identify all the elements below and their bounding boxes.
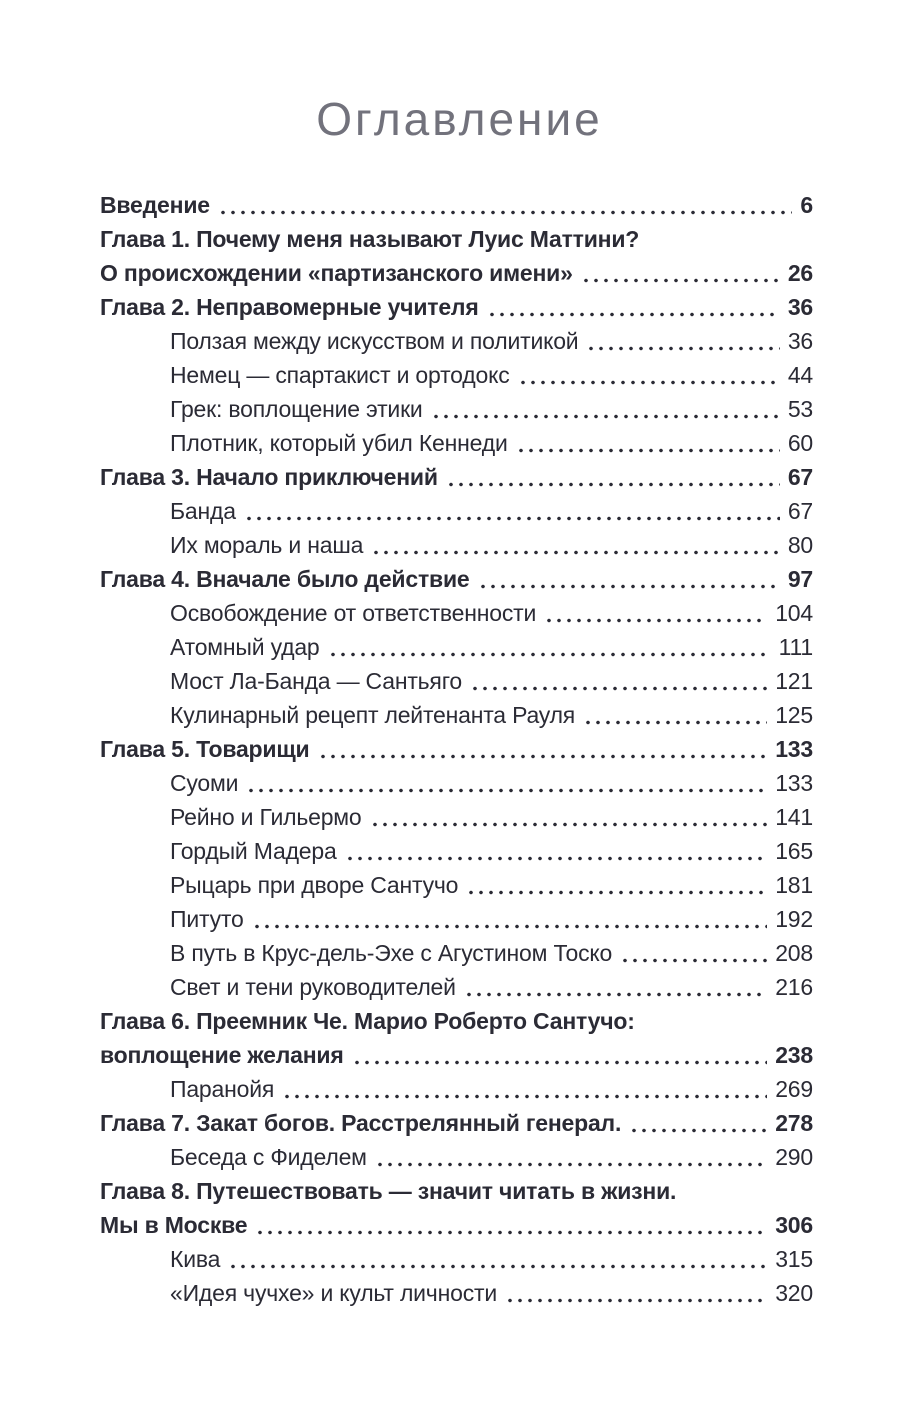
dot-leader (583, 720, 767, 725)
toc-page-number: 44 (787, 362, 813, 388)
toc-page-number: 125 (775, 702, 813, 728)
toc-page-number: 36 (787, 328, 813, 354)
dot-leader (328, 652, 771, 657)
toc-entry-label: Плотник, который убил Кеннеди (170, 430, 508, 456)
toc-row (100, 832, 813, 866)
dot-leader (581, 278, 780, 283)
toc-row (100, 560, 813, 594)
toc-page-number: 26 (787, 260, 813, 286)
toc-row (100, 1206, 813, 1240)
toc-row (100, 186, 813, 220)
toc-page-number: 315 (775, 1246, 813, 1272)
toc-entry-label: Кива (170, 1246, 221, 1272)
toc-page-number: 80 (787, 532, 813, 558)
dot-leader (478, 584, 780, 589)
dot-leader (375, 1162, 767, 1167)
toc-row (100, 424, 813, 458)
toc-row (100, 696, 813, 730)
toc-page-number: 165 (775, 838, 813, 864)
toc-entry-label: Глава 5. Товарищи (100, 736, 310, 762)
toc-page-number: 320 (775, 1280, 813, 1306)
toc-page-number: 192 (775, 906, 813, 932)
toc-entry-label: Суоми (170, 770, 239, 796)
toc-entry-label: Их мораль и наша (170, 532, 364, 558)
toc-entry-label: Глава 6. Преемник Че. Марио Роберто Сантучо: (100, 1008, 635, 1034)
dot-leader (252, 924, 768, 929)
toc-page-number: 60 (787, 430, 813, 456)
toc-entry-label: Банда (170, 498, 236, 524)
dot-leader (345, 856, 768, 861)
toc-entry-label: воплощение желания (100, 1042, 344, 1068)
toc-entry-label: «Идея чучхе» и культ личности (170, 1280, 497, 1306)
toc-page-number: 111 (778, 634, 813, 660)
dot-leader (228, 1264, 767, 1269)
toc-row (100, 866, 813, 900)
dot-leader (464, 992, 767, 997)
toc-entry-label: Немец — спартакист и ортодокс (170, 362, 510, 388)
toc-page-number: 67 (787, 464, 813, 490)
toc-page-number: 6 (800, 192, 813, 218)
dot-leader (586, 346, 779, 351)
toc-row (100, 1274, 813, 1308)
dot-leader (370, 822, 768, 827)
toc-entry-label: Атомный удар (170, 634, 320, 660)
toc-page-number: 36 (787, 294, 813, 320)
toc-row (100, 1172, 813, 1206)
dot-leader (620, 958, 767, 963)
toc-row (100, 1002, 813, 1036)
toc-page-number: 97 (787, 566, 813, 592)
dot-leader (516, 448, 780, 453)
dot-leader (318, 754, 768, 759)
toc-entry-label: Глава 4. Вначале было действие (100, 566, 470, 592)
toc-row (100, 662, 813, 696)
toc-page-number: 104 (775, 600, 813, 626)
toc-row (100, 934, 813, 968)
toc-row (100, 390, 813, 424)
toc-row (100, 594, 813, 628)
toc-row (100, 1104, 813, 1138)
toc-entry-label: Гордый Мадера (170, 838, 337, 864)
toc-page-number: 269 (775, 1076, 813, 1102)
toc-entry-label: Беседа с Фиделем (170, 1144, 367, 1170)
toc-page-number: 67 (787, 498, 813, 524)
dot-leader (629, 1128, 767, 1133)
toc-row (100, 254, 813, 288)
toc-row (100, 1240, 813, 1274)
toc-entry-label: Питуто (170, 906, 244, 932)
toc-page-number: 133 (775, 736, 813, 762)
toc-page-number: 306 (775, 1212, 813, 1238)
toc-page-number: 133 (775, 770, 813, 796)
dot-leader (487, 312, 780, 317)
toc-row (100, 492, 813, 526)
dot-leader (255, 1230, 767, 1235)
toc-entry-label: Рейно и Гильермо (170, 804, 362, 830)
toc-page-number: 278 (775, 1110, 813, 1136)
toc-entry-label: О происхождении «партизанского имени» (100, 260, 573, 286)
toc-row (100, 764, 813, 798)
toc-page-number: 141 (775, 804, 813, 830)
dot-leader (518, 380, 780, 385)
toc-entry-label: Глава 8. Путешествовать — значит читать в жизни. (100, 1178, 677, 1204)
page-title: Оглавление (316, 93, 603, 145)
toc-row (100, 356, 813, 390)
dot-leader (431, 414, 780, 419)
toc-entry-label: Мост Ла-Банда — Сантьяго (170, 668, 462, 694)
toc-row (100, 900, 813, 934)
toc-entry-label: Глава 2. Неправомерные учителя (100, 294, 479, 320)
toc-entry-label: Грек: воплощение этики (170, 396, 423, 422)
toc-page-number: 238 (775, 1042, 813, 1068)
toc-row (100, 1138, 813, 1172)
toc-entry-label: Освобождение от ответственности (170, 600, 537, 626)
dot-leader (544, 618, 767, 623)
toc-entry-label: Паранойя (170, 1076, 275, 1102)
toc-row (100, 730, 813, 764)
toc-row (100, 1070, 813, 1104)
toc-page-number: 216 (775, 974, 813, 1000)
dot-leader (466, 890, 767, 895)
toc-row (100, 322, 813, 356)
toc-page-number: 121 (775, 668, 813, 694)
dot-leader (470, 686, 767, 691)
toc-entry-label: В путь в Крус-дель-Эхе с Агустином Тоско (170, 940, 613, 966)
dot-leader (352, 1060, 768, 1065)
toc-page-number: 181 (775, 872, 813, 898)
toc-row (100, 968, 813, 1002)
toc-row (100, 220, 813, 254)
toc-entry-label: Глава 7. Закат богов. Расстрелянный генерал. (100, 1110, 622, 1136)
toc-page-number: 208 (775, 940, 813, 966)
toc-entry-label: Мы в Москве (100, 1212, 248, 1238)
toc-entry-label: Глава 1. Почему меня называют Луис Маттини? (100, 226, 640, 252)
toc-list (100, 186, 813, 1308)
toc-entry-label: Глава 3. Начало приключений (100, 464, 438, 490)
toc-entry-label: Кулинарный рецепт лейтенанта Рауля (170, 702, 576, 728)
toc-row (100, 1036, 813, 1070)
toc-row (100, 798, 813, 832)
toc-entry-label: Ползая между искусством и политикой (170, 328, 579, 354)
toc-page-number: 53 (787, 396, 813, 422)
dot-leader (371, 550, 780, 555)
toc-entry-label: Свет и тени руководителей (170, 974, 456, 1000)
toc-row (100, 628, 813, 662)
dot-leader (282, 1094, 767, 1099)
toc-entry-label: Рыцарь при дворе Сантучо (170, 872, 459, 898)
toc-entry-label: Введение (100, 192, 210, 218)
toc-row (100, 526, 813, 560)
dot-leader (244, 516, 780, 521)
dot-leader (505, 1298, 767, 1303)
dot-leader (246, 788, 767, 793)
dot-leader (218, 210, 793, 215)
toc-row (100, 288, 813, 322)
toc-page-number: 290 (775, 1144, 813, 1170)
toc-row (100, 458, 813, 492)
dot-leader (446, 482, 780, 487)
